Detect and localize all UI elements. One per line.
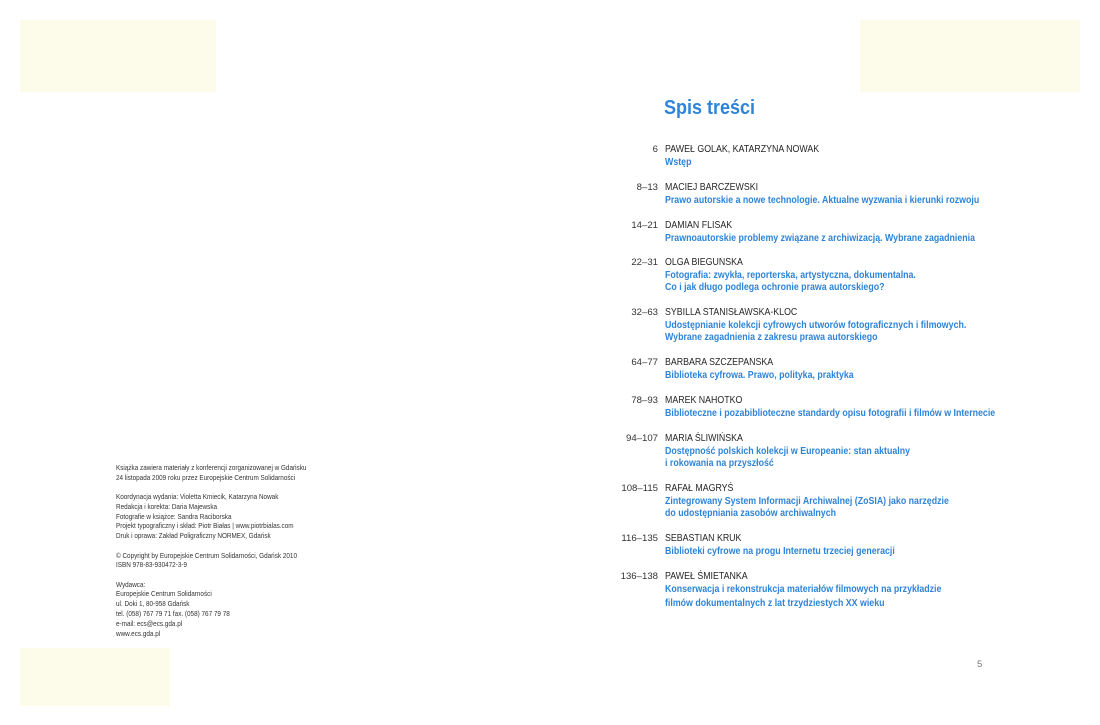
toc-pages: 108–115: [621, 483, 658, 494]
toc-work-title: Zintegrowany System Informacji Archiwalnej (ZoSIA) jako narzędzie: [665, 495, 949, 507]
imprint-block-copyright: [116, 551, 374, 571]
toc-author: DAMIAN FLISAK: [665, 220, 733, 231]
toc-author: RAFAŁ MAGRYŚ: [665, 483, 734, 494]
paper-tint: [860, 20, 1080, 92]
toc-pages: 14–21: [631, 220, 658, 231]
toc-author: BARBARA SZCZEPAŃSKA: [665, 357, 774, 368]
imprint-line: © Copyright by Europejskie Centrum Solidarności, Gdańsk 2010: [116, 550, 297, 560]
imprint-block-publisher: [116, 580, 374, 639]
toc-pages: 22–31: [631, 257, 658, 268]
imprint-line: ul. Doki 1, 80-958 Gdańsk: [116, 599, 190, 609]
toc-work-title: Wstęp: [665, 156, 692, 168]
toc-work-title: do udostępniania zasobów archiwalnych: [665, 508, 836, 520]
toc-work-title: Prawo autorskie a nowe technologie. Aktualne wyzwania i kierunki rozwoju: [665, 194, 980, 206]
imprint-line: tel. (058) 767 79 71 fax. (058) 767 79 78: [116, 609, 230, 619]
imprint: [116, 463, 374, 648]
toc-pages: 136–138: [620, 571, 658, 582]
imprint-line: Europejskie Centrum Solidarności: [116, 589, 212, 599]
toc-work-title: Biblioteki cyfrowe na progu Internetu trzeciej generacji: [665, 545, 895, 557]
toc-title: Spis treści: [664, 97, 756, 119]
toc-pages: 94–107: [625, 433, 658, 444]
imprint-block-credits: [116, 492, 374, 541]
toc-work-title: i rokowania na przyszłość: [665, 458, 774, 470]
imprint-line: 24 listopada 2009 roku przez Europejskie Centrum Solidarności: [116, 472, 296, 482]
toc-work-title: Fotografia: zwykła, reporterska, artystyczna, dokumentalna.: [665, 269, 916, 281]
imprint-line: Wydawca:: [116, 579, 146, 589]
toc-work-title: Biblioteczne i pozabiblioteczne standardy opisu fotografii i filmów w Internecie: [665, 407, 996, 419]
toc-author: PAWEŁ ŚMIETANKA: [665, 571, 748, 582]
imprint-line: Druk i oprawa: Zakład Poligraficzny NORMEX, Gdańsk: [116, 531, 271, 541]
toc-author: MACIEJ BARCZEWSKI: [665, 182, 759, 193]
toc-author: PAWEŁ GOLAK, KATARZYNA NOWAK: [665, 144, 820, 155]
toc-pages: 64–77: [631, 357, 658, 368]
toc-pages: 32–63: [631, 307, 658, 318]
imprint-line: Fotografie w książce: Sandra Raciborska: [116, 511, 232, 521]
imprint-line: e-mail: ecs@ecs.gda.pl: [116, 618, 183, 628]
toc-work-title: Co i jak długo podlega ochronie prawa autorskiego?: [665, 282, 885, 294]
toc-author: MARIA ŚLIWIŃSKA: [665, 433, 743, 444]
toc-work-title: Dostępność polskich kolekcji w Europeanie: stan aktualny: [665, 445, 910, 457]
toc-work-title: Prawnoautorskie problemy związane z archiwizacją. Wybrane zagadnienia: [665, 232, 976, 244]
toc-work-title: filmów dokumentalnych z lat trzydziestych XX wieku: [665, 598, 885, 610]
imprint-block-origin: [116, 463, 374, 483]
toc-work-title: Konserwacja i rekonstrukcja materiałów filmowych na przykładzie: [665, 583, 942, 595]
imprint-line: Koordynacja wydania: Violetta Kmiecik, Katarzyna Nowak: [116, 492, 279, 502]
imprint-line: Projekt typograficzny i skład: Piotr Białas | www.piotrbialas.com: [116, 521, 294, 531]
toc-author: MAREK NAHOTKO: [665, 395, 743, 406]
toc-author: SYBILLA STANISŁAWSKA-KLOC: [665, 307, 798, 318]
imprint-line: Redakcja i korekta: Daria Majewska: [116, 501, 218, 511]
page-number: 5: [977, 659, 983, 670]
imprint-line: www.ecs.gda.pl: [116, 628, 161, 638]
toc-pages: 6: [652, 144, 658, 155]
paper-tint: [20, 648, 170, 706]
toc-author: OLGA BIEGUŃSKA: [665, 257, 743, 268]
toc-work-title: Wybrane zagadnienia z zakresu prawa autorskiego: [665, 332, 878, 344]
paper-tint: [20, 20, 216, 92]
imprint-line: Książka zawiera materiały z konferencji zorganizowanej w Gdańsku: [116, 463, 307, 472]
toc-pages: 78–93: [631, 395, 658, 406]
toc-pages: 116–135: [621, 533, 658, 544]
toc-author: SEBASTIAN KRUK: [665, 533, 742, 544]
toc-pages: 8–13: [636, 182, 658, 193]
toc-work-title: Udostępnianie kolekcji cyfrowych utworów fotograficznych i filmowych.: [665, 319, 967, 331]
toc-work-title: Biblioteka cyfrowa. Prawo, polityka, praktyka: [665, 369, 854, 381]
imprint-line: ISBN 978-83-930472-3-9: [116, 560, 188, 570]
